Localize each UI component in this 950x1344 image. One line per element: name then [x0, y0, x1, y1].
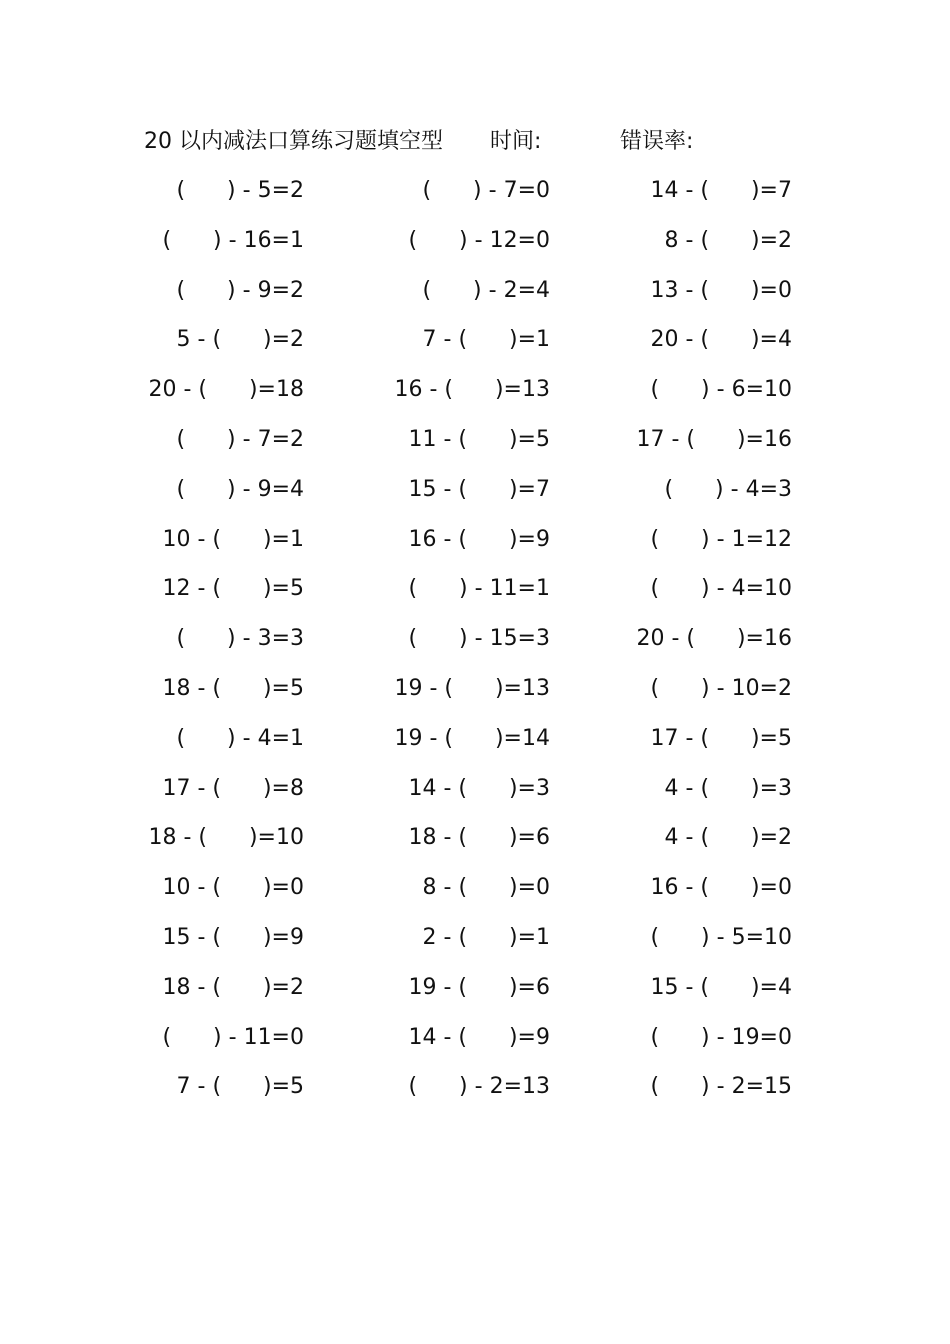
problem-grid	[0, 170, 950, 1116]
subtraction-problem: 7 - ( )=1	[422, 327, 550, 353]
subtraction-problem: ( ) - 12=0	[408, 227, 550, 253]
subtraction-problem: ( ) - 5=10	[650, 924, 792, 950]
subtraction-problem: 13 - ( )=0	[650, 277, 792, 303]
problem-row	[0, 170, 950, 220]
error-rate-label: 错误率:	[620, 129, 694, 154]
problem-row	[0, 469, 950, 519]
subtraction-problem: ( ) - 1=12	[650, 526, 792, 552]
subtraction-problem: 4 - ( )=2	[664, 825, 792, 851]
subtraction-problem: 18 - ( )=6	[408, 825, 550, 851]
problem-row	[0, 817, 950, 867]
subtraction-problem: 16 - ( )=13	[394, 377, 550, 403]
subtraction-problem: 14 - ( )=9	[408, 1024, 550, 1050]
subtraction-problem: 4 - ( )=3	[664, 775, 792, 801]
subtraction-problem: ( ) - 4=1	[176, 725, 304, 751]
subtraction-problem: 7 - ( )=5	[176, 1074, 304, 1100]
problem-row	[0, 967, 950, 1017]
subtraction-problem: 17 - ( )=8	[162, 775, 304, 801]
subtraction-problem: 20 - ( )=16	[636, 626, 792, 652]
subtraction-problem: ( ) - 2=13	[408, 1074, 550, 1100]
subtraction-problem: ( ) - 10=2	[650, 675, 792, 701]
problem-row	[0, 1017, 950, 1067]
subtraction-problem: 19 - ( )=13	[394, 675, 550, 701]
subtraction-problem: ( ) - 9=4	[176, 476, 304, 502]
problem-row	[0, 369, 950, 419]
subtraction-problem: ( ) - 4=3	[664, 476, 792, 502]
subtraction-problem: 15 - ( )=7	[408, 476, 550, 502]
problem-row	[0, 618, 950, 668]
subtraction-problem: ( ) - 6=10	[650, 377, 792, 403]
problem-row	[0, 319, 950, 369]
subtraction-problem: 16 - ( )=9	[408, 526, 550, 552]
subtraction-problem: ( ) - 15=3	[408, 626, 550, 652]
subtraction-problem: 18 - ( )=10	[148, 825, 304, 851]
subtraction-problem: ( ) - 11=0	[162, 1024, 304, 1050]
problem-row	[0, 668, 950, 718]
subtraction-problem: ( ) - 16=1	[162, 227, 304, 253]
subtraction-problem: ( ) - 5=2	[176, 178, 304, 203]
problem-row	[0, 270, 950, 320]
time-label: 时间:	[490, 129, 542, 154]
subtraction-problem: 16 - ( )=0	[650, 875, 792, 901]
worksheet-title: 20 以内减法口算练习题填空型	[144, 129, 443, 154]
subtraction-problem: 2 - ( )=1	[422, 924, 550, 950]
subtraction-problem: ( ) - 19=0	[650, 1024, 792, 1050]
subtraction-problem: 19 - ( )=14	[394, 725, 550, 751]
subtraction-problem: 20 - ( )=4	[650, 327, 792, 353]
subtraction-problem: 5 - ( )=2	[176, 327, 304, 353]
subtraction-problem: ( ) - 2=4	[422, 277, 550, 303]
subtraction-problem: ( ) - 2=15	[650, 1074, 792, 1100]
subtraction-problem: ( ) - 4=10	[650, 576, 792, 602]
problem-row	[0, 568, 950, 618]
subtraction-problem: 11 - ( )=5	[408, 426, 550, 452]
problem-row	[0, 718, 950, 768]
subtraction-problem: 18 - ( )=5	[162, 675, 304, 701]
subtraction-problem: 15 - ( )=4	[650, 974, 792, 1000]
subtraction-problem: ( ) - 3=3	[176, 626, 304, 652]
subtraction-problem: 10 - ( )=0	[162, 875, 304, 901]
problem-row	[0, 519, 950, 569]
problem-row	[0, 768, 950, 818]
worksheet-header	[144, 122, 824, 162]
subtraction-problem: 17 - ( )=5	[650, 725, 792, 751]
subtraction-problem: ( ) - 11=1	[408, 576, 550, 602]
subtraction-problem: 10 - ( )=1	[162, 526, 304, 552]
subtraction-problem: ( ) - 9=2	[176, 277, 304, 303]
subtraction-problem: 14 - ( )=3	[408, 775, 550, 801]
problem-row	[0, 1066, 950, 1116]
subtraction-problem: 19 - ( )=6	[408, 974, 550, 1000]
subtraction-problem: 12 - ( )=5	[162, 576, 304, 602]
subtraction-problem: 14 - ( )=7	[650, 178, 792, 203]
subtraction-problem: 17 - ( )=16	[636, 426, 792, 452]
subtraction-problem: 20 - ( )=18	[148, 377, 304, 403]
subtraction-problem: ( ) - 7=2	[176, 426, 304, 452]
problem-row	[0, 917, 950, 967]
problem-row	[0, 220, 950, 270]
subtraction-problem: 8 - ( )=2	[664, 227, 792, 253]
subtraction-problem: 8 - ( )=0	[422, 875, 550, 901]
subtraction-problem: 18 - ( )=2	[162, 974, 304, 1000]
subtraction-problem: ( ) - 7=0	[422, 178, 550, 203]
problem-row	[0, 867, 950, 917]
subtraction-problem: 15 - ( )=9	[162, 924, 304, 950]
problem-row	[0, 419, 950, 469]
